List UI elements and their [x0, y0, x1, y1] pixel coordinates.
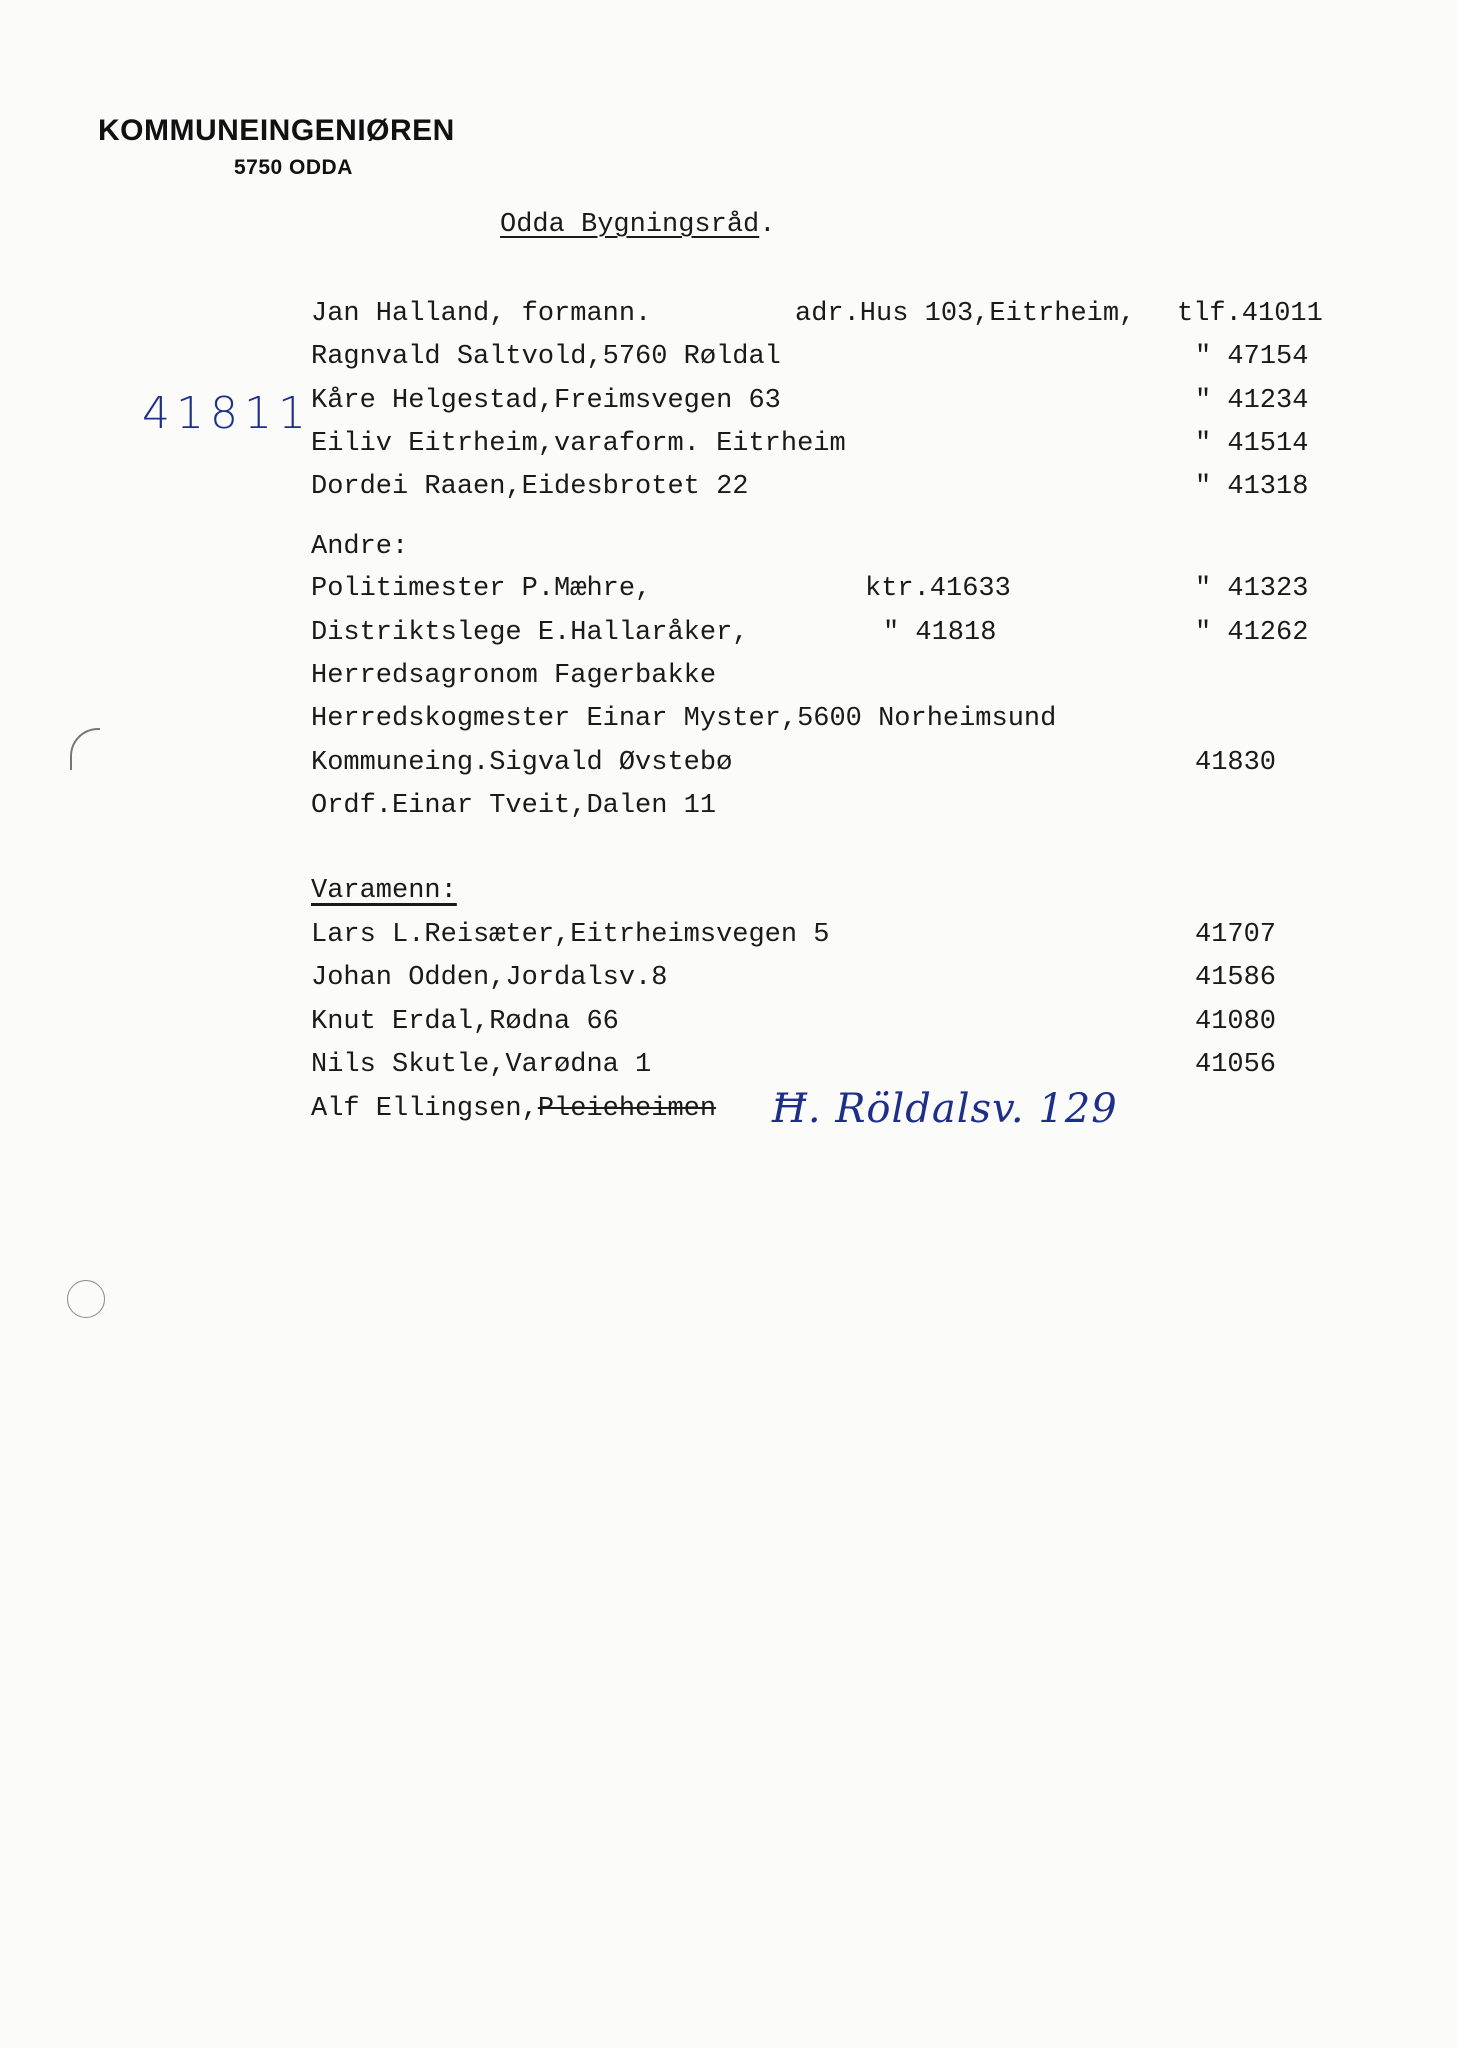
deputies-label: Varamenn:	[311, 876, 457, 906]
deputy-name: Knut Erdal,Rødna 66	[311, 1007, 619, 1037]
heading-text: Odda Bygningsråd	[500, 210, 760, 240]
member-name: Kåre Helgestad,Freimsvegen 63	[311, 386, 781, 416]
deputy-phone: 41707	[1195, 920, 1277, 950]
deputy-phone: 41080	[1195, 1007, 1277, 1037]
punch-hole	[67, 1280, 105, 1318]
other-office-phone: " 41818	[883, 618, 997, 648]
member-name: Eiliv Eitrheim,varaform. Eitrheim	[311, 429, 846, 459]
other-office-phone: ktr.41633	[865, 574, 1011, 604]
member-name: Dordei Raaen,Eidesbrotet 22	[311, 472, 749, 502]
other-name: Distriktslege E.Hallaråker,	[311, 618, 749, 648]
heading-suffix: .	[759, 210, 776, 240]
deputy-phone: 41056	[1195, 1050, 1277, 1080]
letterhead-title: KOMMUNEINGENIØREN	[98, 114, 455, 147]
other-name: Ordf.Einar Tveit,Dalen 11	[311, 791, 717, 821]
margin-bracket-mark	[70, 728, 100, 770]
other-name: Kommuneing.Sigvald Øvstebø	[311, 748, 733, 778]
struck-address: Pleieheimen	[537, 1094, 717, 1124]
member-phone: tlf.41011	[1177, 299, 1323, 329]
member-phone: " 41234	[1195, 386, 1309, 416]
member-row	[311, 298, 651, 330]
other-name: Herredskogmester Einar Myster,5600 Norheimsund	[311, 704, 1057, 734]
other-phone: " 41323	[1195, 574, 1309, 604]
deputy-name: Lars L.Reisæter,Eitrheimsvegen 5	[311, 920, 830, 950]
others-label: Andre:	[311, 532, 409, 562]
member-name: Ragnvald Saltvold,5760 Røldal	[311, 342, 781, 372]
deputy-name: Alf Ellingsen,	[311, 1094, 538, 1124]
document-heading	[500, 210, 775, 240]
member-name: Jan Halland, formann.	[311, 299, 652, 329]
deputy-phone: 41586	[1195, 963, 1277, 993]
other-name: Herredsagronom Fagerbakke	[311, 661, 717, 691]
other-phone: " 41262	[1195, 618, 1309, 648]
letterhead-subtitle: 5750 ODDA	[234, 156, 353, 179]
member-phone: " 41514	[1195, 429, 1309, 459]
deputy-name: Nils Skutle,Varødna 1	[311, 1050, 652, 1080]
deputy-row-last	[311, 1093, 716, 1125]
handwritten-address: Ħ. Röldalsv. 129	[772, 1086, 1118, 1132]
other-name: Politimester P.Mæhre,	[311, 574, 652, 604]
member-phone: " 47154	[1195, 342, 1309, 372]
other-phone: 41830	[1195, 748, 1277, 778]
handwritten-margin-note: 41811	[142, 388, 312, 439]
member-phone: " 41318	[1195, 472, 1309, 502]
deputy-name: Johan Odden,Jordalsv.8	[311, 963, 668, 993]
member-address: adr.Hus 103,Eitrheim,	[795, 299, 1136, 329]
